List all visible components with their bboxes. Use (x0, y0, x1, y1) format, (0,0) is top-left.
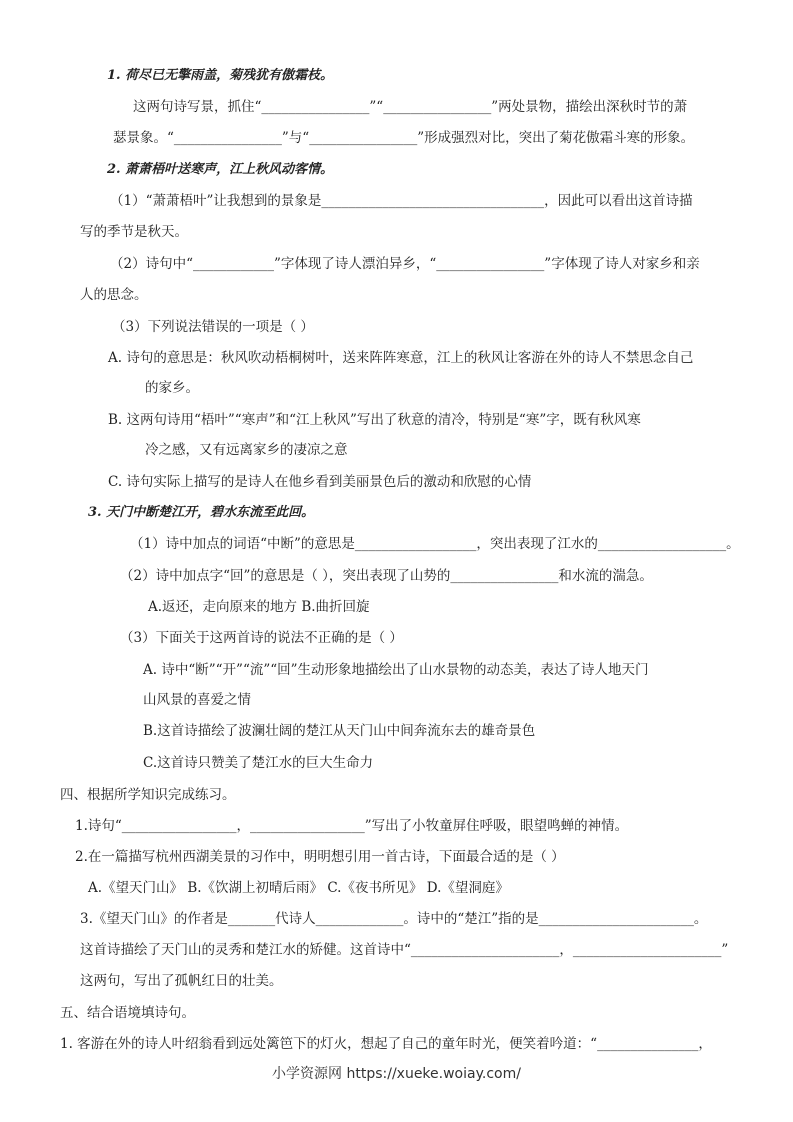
line-25: 2.在一篇描写杭州西湖美景的习作中，明明想引用一首古诗，下面最合适的是（ ） (75, 849, 565, 865)
line-6: （2）诗句中“____________”字体现了诗人漂泊异乡，“________________”字体现了诗人对家乡和亲 (110, 256, 700, 272)
line-7: 人的思念。 (80, 287, 148, 303)
line-0: 1. 荷尽已无擎雨盖，菊残犹有傲霜枝。 (107, 68, 334, 83)
line-28: 这首诗描绘了天门山的灵秀和楚江水的矫健。这首诗中“______________________，______________________” (80, 942, 729, 958)
line-20: 山风景的喜爱之情 (143, 692, 251, 708)
line-24: 1.诗句“_________________，_________________”写出了小牧童屏住呼吸，眼望鸣蝉的神情。 (75, 818, 629, 834)
line-11: B. 这两句诗用“梧叶”“寒声”和“江上秋风”写出了秋意的清冷，特别是“寒”字，既有秋风寒 (108, 412, 641, 428)
line-15: （1）诗中加点的词语“中断”的意思是__________________，突出表现了江水的___________________。 (130, 536, 740, 552)
line-21: B.这首诗描绘了波澜壮阔的楚江从天门山中间奔流东去的雄奇景色 (143, 723, 536, 739)
line-26: A.《望天门山》 B.《饮湖上初晴后雨》 C.《夜书所见》 D.《望洞庭》 (88, 880, 509, 896)
line-19: A. 诗中“断”“开”“流”“回”生动形象地描绘出了山水景物的动态美，表达了诗人地天门 (143, 662, 649, 678)
line-31: 1. 客游在外的诗人叶绍翁看到远处篱笆下的灯火，想起了自己的童年时光，便笑着吟道：“_______________， (60, 1036, 712, 1052)
line-23: 四、根据所学知识完成练习。 (60, 787, 236, 803)
line-16: （2）诗中加点字“回”的意思是（ ），突出表现了山势的________________和水流的湍急。 (120, 568, 653, 584)
line-4: （1）“萧萧梧叶”让我想到的景象是_________________________________，因此可以看出这首诗描 (110, 193, 693, 209)
line-27: 3.《望天门山》的作者是_______代诗人_____________。诗中的“楚江”指的是_______________________。 (80, 911, 708, 927)
line-12: 冷之感，又有远离家乡的凄凉之意 (145, 442, 348, 458)
line-14: 3. 天门中断楚江开，碧水东流至此回。 (88, 505, 315, 520)
line-30: 五、结合语境填诗句。 (60, 1005, 195, 1021)
line-8: （3）下列说法错误的一项是（ ） (112, 319, 314, 335)
footer-watermark: 小学资源网 https://xueke.woiay.com/ (272, 1066, 521, 1082)
line-9: A. 诗句的意思是：秋风吹动梧桐树叶，送来阵阵寒意，江上的秋风让客游在外的诗人不禁思念自己 (108, 350, 694, 366)
line-18: （3）下面关于这两首诗的说法不正确的是（ ） (120, 630, 403, 646)
line-22: C.这首诗只赞美了楚江水的巨大生命力 (143, 755, 374, 771)
line-10: 的家乡。 (145, 380, 199, 396)
line-5: 写的季节是秋天。 (80, 224, 188, 240)
line-2: 瑟景象。“________________”与“________________”形成强烈对比，突出了菊花傲霜斗寒的形象。 (113, 130, 695, 146)
line-17: A.返还，走向原来的地方 B.曲折回旋 (148, 599, 370, 615)
line-3: 2. 萧萧梧叶送寒声，江上秋风动客情。 (107, 162, 334, 177)
line-29: 这两句，写出了孤帆红日的壮美。 (80, 973, 283, 989)
line-13: C. 诗句实际上描写的是诗人在他乡看到美丽景色后的激动和欣慰的心情 (108, 474, 532, 490)
line-1: 这两句诗写景，抓住“________________”“________________”两处景物，描绘出深秋时节的萧 (133, 99, 688, 115)
